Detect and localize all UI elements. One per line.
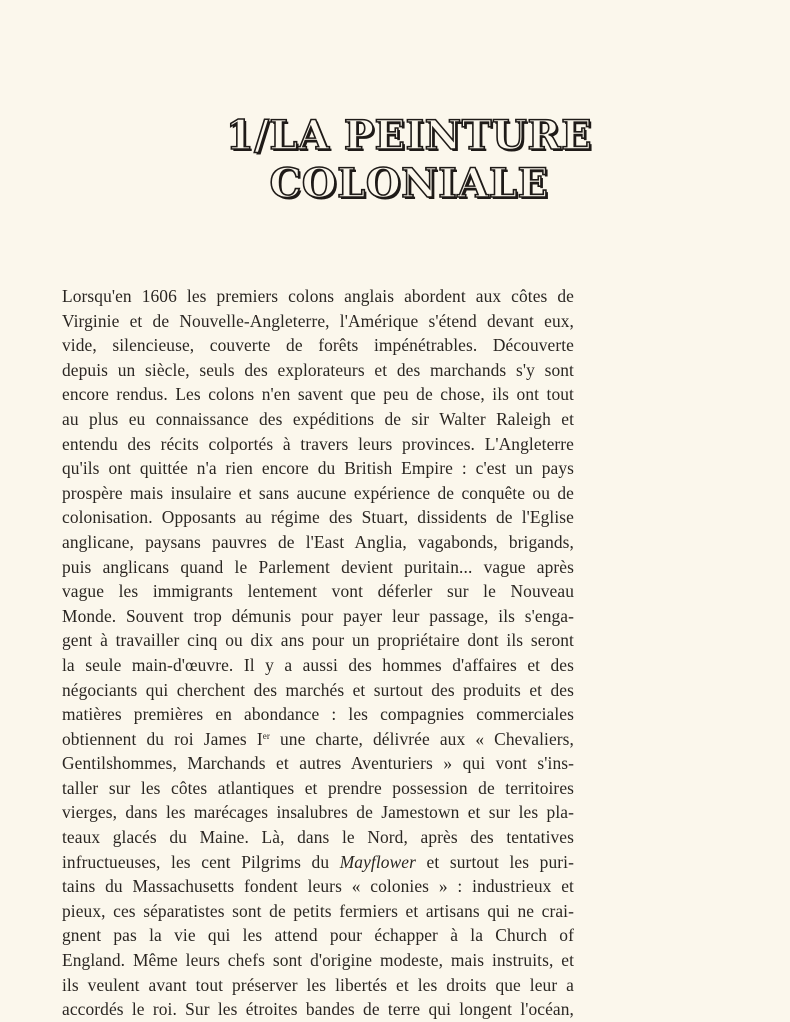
text-line: puis anglicans quand le Parlement devient puritain... vague après: [62, 556, 574, 577]
text-line: négociants qui cherchent des marchés et surtout des produits et des: [62, 679, 574, 700]
text-line: vague les immigrants lentement vont déferler sur le Nouveau: [62, 581, 574, 602]
text-line: depuis un siècle, seuls des explorateurs et des marchands s'y sont: [62, 359, 574, 380]
text-line: vide, silencieuse, couverte de forêts impénétrables. Découverte: [62, 335, 574, 356]
text-line: au plus eu connaissance des expéditions de sir Walter Raleigh et: [62, 408, 574, 429]
text-line: tains du Massachusetts fondent leurs « colonies » : industrieux et: [62, 876, 574, 897]
text-line-mayflower: [62, 850, 574, 875]
text-line: encore rendus. Les colons n'en savent que peu de chose, ils ont tout: [62, 384, 574, 405]
text-segment: obtiennent du roi James I: [62, 728, 263, 749]
text-line: vierges, dans les marécages insalubres de Jamestown et sur les pla-: [62, 802, 574, 823]
text-line: entendu des récits colportés à travers leurs provinces. L'Angleterre: [62, 433, 574, 454]
text-line: matières premières en abondance : les compagnies commerciales: [62, 704, 574, 725]
text-segment: et surtout les puri-: [415, 851, 574, 872]
text-line: teaux glacés du Maine. Là, dans le Nord, après des tentatives: [62, 827, 574, 848]
text-line: prospère mais insulaire et sans aucune expérience de conquête ou de: [62, 482, 574, 503]
text-line: gent à travailler cinq ou dix ans pour un propriétaire dont ils seront: [62, 630, 574, 651]
text-line: taller sur les côtes atlantiques et prendre possession de territoires: [62, 777, 574, 798]
text-line: colonisation. Opposants au régime des Stuart, dissidents de l'Eglise: [62, 507, 574, 528]
text-line: ils veulent avant tout préserver les libertés et les droits que leur a: [62, 974, 574, 995]
body-paragraph: [62, 284, 574, 1022]
text-line-james: [62, 727, 574, 752]
chapter-title-line-2: COLONIALE: [269, 160, 549, 207]
chapter-title-line-1: 1/LA PEINTURE: [225, 112, 593, 159]
text-line: la seule main-d'œuvre. Il y a aussi des hommes d'affaires et des: [62, 654, 574, 675]
text-segment: une charte, délivrée aux « Chevaliers,: [269, 728, 574, 749]
text-line: Gentilshommes, Marchands et autres Aventuriers » qui vont s'ins-: [62, 753, 574, 774]
text-segment: infructueuses, les cent Pilgrims du: [62, 851, 340, 872]
text-line: Monde. Souvent trop démunis pour payer leur passage, ils s'enga-: [62, 605, 574, 626]
text-line: accordés le roi. Sur les étroites bandes de terre qui longent l'océan,: [62, 999, 574, 1020]
text-line: pieux, ces séparatistes sont de petits fermiers et artisans qui ne crai-: [62, 900, 574, 921]
text-line: Lorsqu'en 1606 les premiers colons anglais abordent aux côtes de: [62, 286, 574, 306]
superscript-er: er: [262, 730, 270, 741]
text-line: gnent pas la vie qui les attend pour échapper à la Church of: [62, 925, 574, 946]
ship-name-italic: Mayflower: [339, 851, 416, 872]
text-line: England. Même leurs chefs sont d'origine modeste, mais instruits, et: [62, 950, 574, 971]
text-line: anglicane, paysans pauvres de l'East Anglia, vagabonds, brigands,: [62, 531, 574, 552]
chapter-title: [0, 112, 790, 208]
text-line: qu'ils ont quittée n'a rien encore du British Empire : c'est un pays: [62, 458, 574, 479]
text-line: Virginie et de Nouvelle-Angleterre, l'Amérique s'étend devant eux,: [62, 310, 574, 331]
